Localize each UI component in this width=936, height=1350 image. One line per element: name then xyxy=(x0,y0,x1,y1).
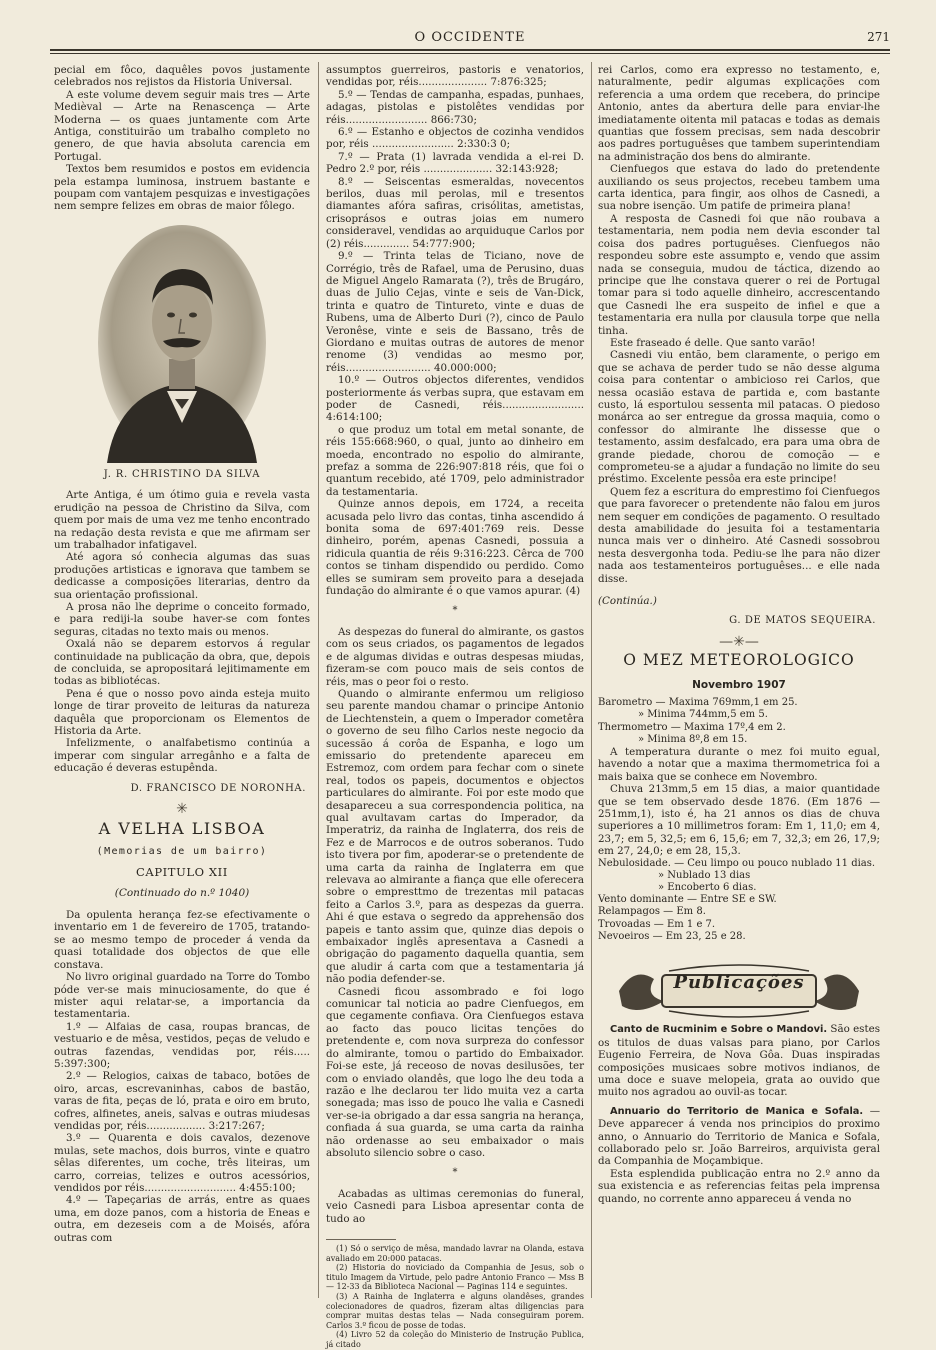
paragraph: Textos bem resumidos e postos em evidencia pela estampa luminosa, instruem bastante e poupam com vantajem pesquizas e investigações nem sempre felizes em obras de maior fôlego. xyxy=(54,163,310,213)
portrait-engraving xyxy=(97,223,267,463)
meteo-line: Nevoeiros — Em 23, 25 e 28. xyxy=(598,930,746,942)
paragraph: A este volume devem seguir mais tres — Arte Medièval — Arte na Renascença — Arte Moderna — os quaes juntamente com Arte Antiga, constituirão um trabalho completo no genero, de que havia absoluta carencia em Portugal. xyxy=(54,88,310,163)
meteo-readings xyxy=(598,697,880,746)
publication-entry xyxy=(598,1105,880,1168)
list-item: 7.º — Prata (1) lavrada vendida a el-rei D. Pedro 2.º por, réis ..................... 32:143:928; xyxy=(326,150,584,176)
paragraph: Pena é que o nosso povo ainda esteja muito longe de tirar proveito de leituras da natureza daquêla que proporcionam os Elementos de Historia da Arte. xyxy=(54,687,310,737)
list-item: 4.º — Tapeçarias de arrás, entre as quaes uma, em doze panos, com a historia de Eneas e outra, em dezeseis com a de Moisés, afóra outras com xyxy=(54,1194,310,1244)
meteo-line: » Encoberto 6 dias. xyxy=(658,881,757,893)
publication-title: O OCCIDENTE xyxy=(414,30,526,45)
list-item: 8.º — Seiscentas esmeraldas, novecentos berilos, duas mil perolas, mil e tresentos diamantes afóra safiras, crisólitas, ametistas, crisoprásos e outras joias em numero consideravel, vendidas ao arquiduque Carlos por (2) réis.............. 54:777:900; xyxy=(326,175,584,250)
paragraph: Quando o almirante enfermou um religioso seu parente mandou chamar o principe Antonio de Liechtenstein, a quem o Imperador cometêra o governo de seu filho Carlos neste negocio da sucessão á corôa de Espanha, e logo um emissario do pretendente apareceu em Estremoz, com ordem para fechar com o sinete real, todos os papeis, documentos e objectos particulares do almirante. Foi por este modo que desapareceu a sua correspondencia politica, na qual avultavam cartas do Imperador, da Imperatriz, da rainha de Inglaterra, dos reis de Fez e de Marrocos e de outros soberanos. Tudo isto tivera por fim, apoderar-se o pretendente de uma carta da rainha de Inglaterra em que relevava ao almirante a fiança que elle oferecera sobre o empresttmo de trezentas mil patacas feito a Carlos 3.º, para as despezas da guerra. Ahi é que estava o segredo da apprehensão dos papeis e tanto assim que, quinze dias depois o embaixador inglês apresentava a Casnedi a obrigação do pagamento daquella quantia, sem que aludir á carta com que a testamentaria já não podia defender-se. xyxy=(326,687,584,986)
portrait-icon xyxy=(97,223,267,463)
paragraph: Arte Antiga, é um ótimo guia e revela vasta erudição na pessoa de Christino da Silva, com quem por mais de uma vez me tenho encontrado na redação desta revista e que me afirmam ser um trabalhador infatigavel. xyxy=(54,489,310,551)
paragraph: Oxalá não se deparem estorvos á regular continuidade na publicação da obra, que, depois de concluida, se apropositará lejitimamente em todas as bibliotécas. xyxy=(54,638,310,688)
paragraph: rei Carlos, como era expresso no testamento, e, naturalmente, pedir algumas explicações com referencia a uma ordem que recebera, do principe Antonio, antes da abertura delle para enviar-lhe imediatamente oitenta mil patacas e todas as demais quantias que fossem precisas, sem nada descobrir aos padres portuguêses que tambem superintendiam na administração dos bens do almirante. xyxy=(598,64,880,163)
meteo-line: » Nublado 13 dias xyxy=(658,869,751,881)
list-item: 5.º — Tendas de campanha, espadas, punhaes, adagas, pistolas e pistolêtes vendidas por réis......................... 866:730; xyxy=(326,88,584,126)
publication-title: Annuario do Territorio de Manica e Sofala. xyxy=(610,1105,864,1117)
header-rule xyxy=(50,49,890,51)
paragraph: No livro original guardado na Torre do Tombo póde ver-se mais minuciosamente, do que é mister aqui relatar-se, a importancia da testamentaria. xyxy=(54,971,310,1021)
section-break: * xyxy=(452,1167,458,1179)
page-header xyxy=(50,28,890,48)
month-heading: Novembro 1907 xyxy=(692,678,786,691)
section-title: A VELHA LISBOA xyxy=(98,819,266,839)
paragraph: Esta esplendida publicação entra no 2.º anno da sua existencia e as referencias feitas pela imprensa quando, no corrente anno appareceu á venda no xyxy=(598,1167,880,1205)
paragraph: Da opulenta herança fez-se efectivamente o inventario em 1 de fevereiro de 1705, tratando-se ao mesmo tempo de proceder á venda da quasi totalidade dos objectos de que elle constava. xyxy=(54,909,310,971)
footnotes xyxy=(326,1244,584,1350)
header-rule-thin xyxy=(50,53,890,54)
ornament-star-icon: ✳ xyxy=(176,801,188,818)
chapter-heading: CAPITULO XII xyxy=(136,865,228,880)
meteo-line: Barometro — Maxima 769mm,1 em 25. xyxy=(598,697,798,709)
publication-title: Canto de Rucminim e Sobre o Mandovi. xyxy=(610,1024,828,1036)
meteo-line: » Minima 8º,8 em 15. xyxy=(638,733,748,745)
publication-entry xyxy=(598,1023,880,1098)
continues-note: (Continúa.) xyxy=(598,595,657,608)
publication-text: São estes os titulos de duas valsas para piano, por Carlos Eugenio Ferreira, de Nova Gôa. Duas inspiradas composições musicaes sobre motivos indianos, de uma doce e suave melopeia, grata ao ouvido que muito nos agradou ao ouvil-as tocar. xyxy=(598,1023,880,1099)
paragraph: Quinze annos depois, em 1724, a receita acusada pelo livro das contas, tinha ascendido á bonita soma de 697:401:769 reis. Desse dinheiro, porém, apenas Casnedi, possuia a ridicula quantia de réis 9:316:223. Cêrca de 700 contos se tinham dispendido ou perdido. Como elles se sumiram sem proveito para a desejada fundação do almirante é o que vamos apurar. (4) xyxy=(326,498,584,598)
footnote: (2) Historia do noviciado da Companhia de Jesus, sob o titulo Imagem da Virtude, pelo padre Antonio Franco — Mss B — 12-33 da Biblioteca Nacional — Paginas 114 e seguintes. xyxy=(326,1263,584,1292)
section-subtitle: (Memorias de um bairro) xyxy=(96,845,268,857)
paragraph: o que produz um total em metal sonante, de réis 155:668:960, o qual, junto ao dinheiro em moeda, encontrado no espolio do almirante, prefaz a somma de 226:907:818 réis, que foi o quantum recebido, até 1709, pelo administrador da testamentaria. xyxy=(326,423,584,498)
paragraph: Chuva 213mm,5 em 15 dias, a maior quantidade que se tem observado desde 1876. (Em 1876 — 251mm,1), isto é, ha 21 annos os dias de chuva superiores a 10 millimetros foram: Em 1, 11,0; em 4, 23,7; em 5, 32,5; em 6, 15,6; em 7, 32,3; em 26, 17,9; em 27, 24,0; e em 28, 15,3. xyxy=(598,783,880,858)
meteo-line: Trovoadas — Em 1 e 7. xyxy=(598,918,716,930)
paragraph: A prosa não lhe deprime o conceito formado, e para rediji-la soube haver-se com fontes seguras, citadas no texto mais ou menos. xyxy=(54,600,310,638)
paragraph: Acabadas as ultimas ceremonias do funeral, veio Casnedi para Lisboa apresentar conta de tudo ao xyxy=(326,1187,584,1225)
paragraph: Casnedi ficou assombrado e foi logo comunicar tal noticia ao padre Cienfuegos, em que cegamente confiava. Ora Cienfuegos estava ao facto das pouco licitas tenções do pretendente e, com nova surpreza do confessor do almirante, tomou o partido do Embaixador. Foi-se este, já receoso de novas desilusões, ter com o enviado olandês, que logo lhe deu toda a razão e lhe declarou ter lido muita vez a carta sonegada; mas isso de pouco lhe valia e Casnedi ver-se-ia obrigado a dar essa sangria na herança, confiada á sua guarda, se uma carta da rainha não ordenasse ao seu embaixador o mais absoluto silencio sobre o caso. xyxy=(326,985,585,1159)
meteo-line: Nebulosidade. — Ceu limpo ou pouco nublado 11 dias. xyxy=(598,857,876,869)
section-title: O MEZ METEOROLOGICO xyxy=(623,651,855,670)
column-divider xyxy=(591,62,592,1298)
list-item: 1.º — Alfaias de casa, roupas brancas, de vestuario e de mêsa, vestidos, peças de veludo e outras fazendas, vendidas por, réis..... 5:397:300; xyxy=(54,1020,310,1070)
publicacoes-logo-text: Publicações xyxy=(673,971,805,993)
author-signature: G. DE MATOS SEQUEIRA. xyxy=(729,615,876,627)
footnote: (3) A Rainha de Inglaterra e alguns olandêses, grandes colecionadores de quadros, fizeram altas diligencias para comprar muitas destas telas — Nada conseguiram porem. Carlos 3.º ficou de posse de todas. xyxy=(326,1291,584,1330)
paragraph: Até agora só conhecia algumas das suas produções artisticas e ignorava que tambem se dedicasse a composições literarias, dentro da sua orientação profissional. xyxy=(54,551,310,601)
meteo-list xyxy=(598,858,880,943)
list-item: assumptos guerreiros, pastoris e venatorios, vendidas por, réis..................... 7:876:325; xyxy=(326,64,584,89)
paragraph: pecial em fôco, daquêles povos justamente celebrados nos rejistos da Historia Universal. xyxy=(54,64,310,89)
meteo-line: Vento dominante — Entre SE e SW. xyxy=(598,894,777,906)
paragraph: A resposta de Casnedi foi que não roubava a testamentaria, nem podia nem devia esconder tal coisa dos padres portuguêses. Cienfuegos não respondeu sobre este assumpto e, vendo que assim nada se conseguia, mudou de táctica, dizendo ao principe que lhe constava querer o rei de Portugal tomar para si todo aquelle dinheiro, accrescentando que Casnedi lhe era suspeito de infiel e que a testamentaria era nulla por clausula torpe que nella tinha. xyxy=(598,212,880,337)
paragraph: Cienfuegos que estava do lado do pretendente auxiliando os seus projectos, recebeu tambem uma carta identica, para fingir, aos olhos de Casnedi, a sua nobre isenção. Um patife de primeira plana! xyxy=(598,163,880,213)
paragraph: Casnedi viu então, bem claramente, o perigo em que se achava de perder tudo se não desse alguma coisa para contentar o ambicioso rei Carlos, que nessa ocasião estava de partida e, com bastante custo, lá esportulou sessenta mil patacas. O piedoso monárca ao ser entregue da grossa maquia, como o confessor do almirante lhe dissesse que o testamento, assim desfalcado, era para uma obra de grande piedade, chorou de comoção — e comprometeu-se a ajudar a fundação no limite do seu préstimo. Excelente pessôa era este principe! xyxy=(598,349,880,486)
paragraph: Este fraseado é delle. Que santo varão! xyxy=(610,336,816,349)
portrait-caption: J. R. CHRISTINO DA SILVA xyxy=(103,468,261,480)
meteo-line: » Minima 744mm,5 em 5. xyxy=(638,709,768,721)
column-right xyxy=(598,64,880,1205)
paragraph: Quem fez a escritura do emprestimo foi Cienfuegos que para favorecer o pretendente não falou em juros nem sequer em condições de pagamento. O resultado desta amabilidade do jesuita foi a testamentaria nunca mais ver o dinheiro. Até Casnedi sossobrou nesta desvergonha toda. Pediu-se lhe para não dizer nada aos testamenteiros portuguêses... e elle nada disse. xyxy=(598,485,880,585)
ornament-star-icon: —✳— xyxy=(719,633,759,650)
footnote-rule xyxy=(326,1239,396,1240)
column-divider xyxy=(318,62,319,1298)
author-signature: D. FRANCISCO DE NORONHA. xyxy=(130,782,306,794)
paragraph: As despezas do funeral do almirante, os gastos com os seus criados, os pagamentos de legados e de algumas dividas e outras despesas miudas, fizeram-se com pouco mais de seis contos de réis, mas o peor foi o resto. xyxy=(326,625,584,688)
list-item: 2.º — Relogios, caixas de tabaco, botões de oiro, arcas, escrevaninhas, cabos de bastão, varas de fita, peças de ló, prata e oiro em bruto, cofres, alfinetes, aneis, salvas e outras miudesas vendidas por, réis.................. 3:217:267; xyxy=(54,1070,310,1132)
page-number: 271 xyxy=(867,30,890,44)
list-item: 9.º — Trinta telas de Ticiano, nove de Corrégio, três de Rafael, uma de Perusino, duas de Miguel Angelo Ramarata (?), três de Brugáro, duas de Julio Cejas, vinte e seis de Van-Dick, trinta e quatro de Tintureto, vinte e duas de Rubens, uma de Alberto Duri (?), cinco de Paulo Veronêse, vinte e seis de Bassano, três de Giordano e muitas outras de autores de menor renome (3) vendidas ao mesmo por, réis.......................... 40.000:000; xyxy=(326,250,584,374)
footnote: (1) Só o serviço de mêsa, mandado lavrar na Olanda, estava avaliado em 20:000 patacas. xyxy=(326,1243,584,1263)
list-item: 3.º — Quarenta e dois cavalos, dezenove mulas, sete machos, dois burros, vinte e quatro sêlas diferentes, um coche, três liteiras, um carro, correias, telizes e outros acessórios, vendidos por réis............................ 4:455:100; xyxy=(54,1132,310,1194)
paragraph: Infelizmente, o analfabetismo continúa a imperar com singular arregânho e a falta de educação é deveras estupênda. xyxy=(54,737,310,775)
publication-text: — Deve apparecer á venda nos principios do proximo anno, o Annuario do Territorio de Manica e Sofala, collaborado pelo sr. João Barreiros, arquivista geral da Companhia de Moçambique. xyxy=(598,1104,881,1168)
paragraph: A temperatura durante o mez foi muito egual, havendo a notar que a maxima thermometrica foi a mais baixa que se conhece em Novembro. xyxy=(598,745,880,783)
continued-note: (Continuado do n.º 1040) xyxy=(114,886,250,899)
column-left xyxy=(54,64,310,1244)
meteo-line: Relampagos — Em 8. xyxy=(598,906,706,918)
meteo-line: Thermometro — Maxima 17º,4 em 2. xyxy=(598,721,786,733)
column-middle xyxy=(326,64,584,1350)
list-item: 10.º — Outros objectos diferentes, vendidos posteriormente ás verbas supra, que estavam em poder de Casnedi, réis......................... 4:614:100; xyxy=(326,374,584,424)
list-item: 6.º — Estanho e objectos de cozinha vendidos por, réis ......................... 2:330:3 0; xyxy=(326,126,584,151)
footnote: (4) Livro 52 da coleção do Ministerio de Instrução Publica, já citado xyxy=(326,1330,584,1349)
section-break: * xyxy=(452,605,458,617)
